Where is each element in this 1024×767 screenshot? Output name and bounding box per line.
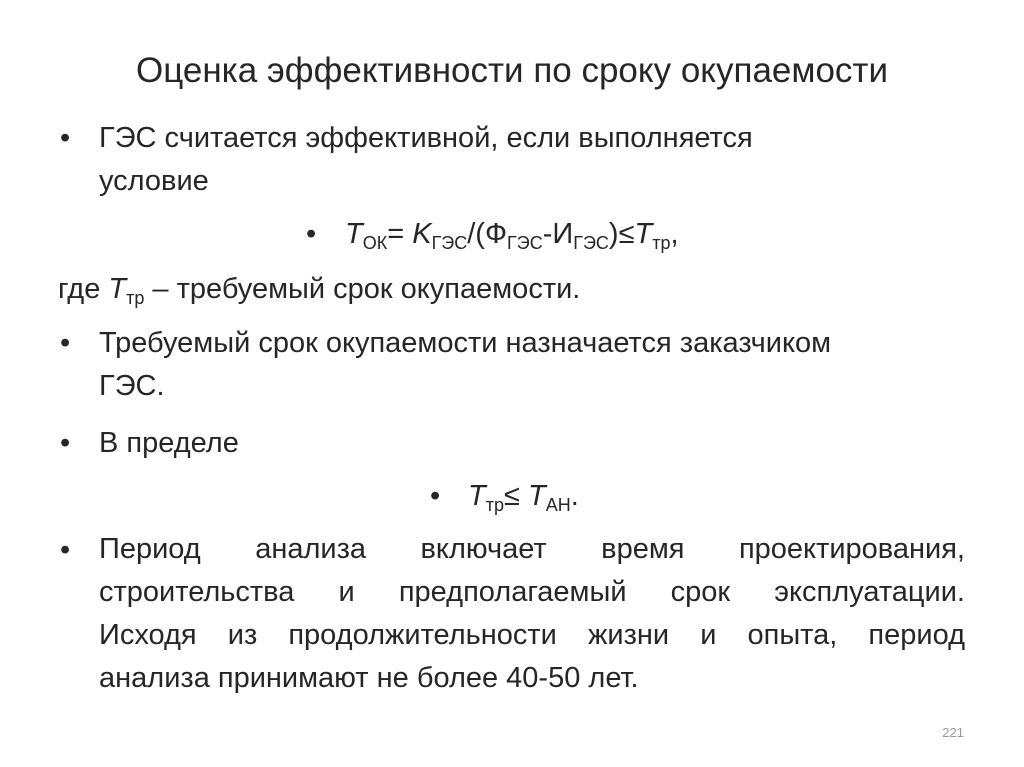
formula-1-t: T <box>345 218 363 250</box>
bullet-4-line-3: Исходя из продолжительности жизни и опыта, период <box>99 619 965 651</box>
bullet-4-paragraph <box>99 528 965 700</box>
formula-1-k: K <box>412 218 432 250</box>
formula-1-k-sub: ГЭС <box>431 233 468 253</box>
slide-title: Оценка эффективности по сроку окупаемости <box>135 51 888 90</box>
formula-1-tail: , <box>670 218 679 250</box>
where-t-sub: тр <box>126 288 145 308</box>
formula-2-tail: . <box>570 480 579 512</box>
where-text: – требуемый срок окупаемости. <box>144 273 581 305</box>
formula-1 <box>345 216 679 261</box>
bullet-3-line-1: В пределе <box>99 427 239 459</box>
bullet-2-line-2: ГЭС. <box>99 370 165 402</box>
bullet-4-line-4: анализа принимают не более 40-50 лет. <box>99 662 639 694</box>
formula-1-marker: • <box>306 218 317 250</box>
where-t: T <box>108 273 127 305</box>
page-number: 221 <box>942 725 964 740</box>
formula-1-t2: T <box>634 218 653 250</box>
bullet-2-line-1: Требуемый срок окупаемости назначается заказчиком <box>99 327 832 359</box>
bullet-4-line-1: Период анализа включает время проектирования, <box>99 533 965 565</box>
formula-1-i-sub: ГЭС <box>573 233 609 253</box>
bullet-1-line-1: ГЭС считается эффективной, если выполняется <box>99 122 753 154</box>
bullet-2-marker: • <box>60 327 71 359</box>
formula-2-t2-sub: АН <box>545 495 571 515</box>
where-line <box>58 271 580 316</box>
formula-1-mid-2: -И <box>542 218 574 250</box>
bullet-1-line-2: условие <box>99 165 209 197</box>
formula-1-mid-1: /(Ф <box>467 218 508 250</box>
formula-2-t-sub: тр <box>485 495 504 515</box>
formula-1-t2-sub: тр <box>652 233 671 253</box>
bullet-4-marker: • <box>60 534 71 566</box>
formula-2-le: ≤ <box>503 480 528 512</box>
formula-2 <box>468 478 579 523</box>
formula-2-t: T <box>468 480 486 512</box>
formula-2-t2: T <box>527 480 546 512</box>
formula-1-mid-3: )≤ <box>608 218 635 250</box>
where-prefix: где <box>58 273 109 305</box>
bullet-1-marker: • <box>60 122 71 154</box>
formula-1-t-sub: ОК <box>362 233 388 253</box>
bullet-4-line-2: строительства и предполагаемый срок эксплуатации. <box>99 576 965 608</box>
formula-2-marker: • <box>430 480 441 512</box>
bullet-3-marker: • <box>60 427 71 459</box>
formula-1-f-sub: ГЭС <box>507 233 543 253</box>
formula-1-eq: = <box>387 218 413 250</box>
